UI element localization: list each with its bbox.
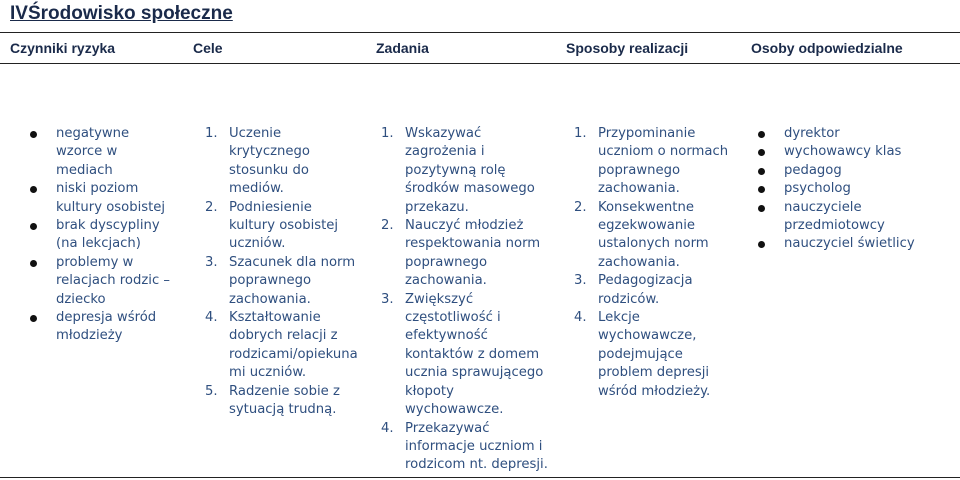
cell-osoby-odpowiedzialne [741,64,960,478]
list-item [758,162,952,180]
list-item-text: dyrektor [784,126,840,141]
list-item-number: 5. [205,383,218,399]
list-item-text: Lekcje wychowawcze, podejmujące problem depresji wśród młodzieży. [598,310,711,399]
list-item-text: negatywne wzorce w mediach [56,126,130,178]
list-item-text: Konsekwentne egzekwowanie ustalonych norm zachowania. [598,199,709,270]
list-item [574,125,733,199]
cell-czynniki-ryzyka [0,64,183,478]
list-item-text: depresja wśród młodzieży [56,310,157,344]
list-item [205,125,358,199]
list-item-text: brak dyscypliny (na lekcjach) [56,218,160,252]
plan-table [0,32,960,478]
list-item-number: 4. [574,310,587,326]
list-item-text: Wskazywać zagrożenia i pozytywną rolę środków masowego przekazu. [405,126,535,215]
list-item [574,272,733,309]
list-item [574,309,733,401]
list-item-text: Uczenie krytycznego stosunku do mediów. [229,126,310,197]
list-item [381,291,548,420]
list-item-number: 2. [574,199,587,215]
list-item [758,199,952,236]
table-header-row [0,33,960,64]
table-row [0,64,960,478]
cell-cele [183,64,366,478]
list-item-number: 4. [381,420,394,436]
bullet-icon [30,315,37,322]
bullet-icon [30,186,37,193]
list-item [574,199,733,273]
bullet-icon [758,131,765,138]
list-item [205,383,358,420]
list-item [30,309,175,346]
bullet-icon [758,149,765,156]
list-item-text: nauczyciel świetlicy [784,236,915,252]
risk-factors-list [30,125,175,346]
bullet-icon [758,168,765,175]
list-item-text: Nauczyć młodzież respektowania norm poprawnego zachowania. [405,218,541,289]
list-item-text: pedagog [784,162,842,178]
list-item-number: 3. [205,254,218,270]
cell-zadania [366,64,556,478]
list-item-text: Kształtowanie dobrych relacji z rodzicami/opiekuna mi uczniów. [229,310,358,381]
list-item-text: psycholog [784,181,851,197]
list-item [30,254,175,309]
list-item-text: Szacunek dla norm poprawnego zachowania. [229,254,356,307]
list-item-number: 3. [381,291,394,307]
list-item [381,420,548,475]
bullet-icon [30,223,37,230]
list-item [758,143,952,161]
bullet-icon [758,205,765,212]
list-item [30,180,175,217]
list-item-number: 1. [381,126,394,141]
responsible-persons-list [758,125,952,254]
list-item [381,125,548,217]
list-item-number: 3. [574,273,587,289]
list-item-text: Pedagogizacja rodziców. [598,273,693,307]
header-sposoby-realizacji: Sposoby realizacji [556,33,741,64]
bullet-icon [758,241,765,248]
tasks-list [381,125,548,475]
list-item [205,199,358,254]
cell-sposoby-realizacji [556,64,741,478]
list-item-number: 2. [381,218,394,234]
list-item-text: Zwiększyć częstotliwość i efektywność kontaktów z domem ucznia sprawującego kłopoty wychowawcze. [405,291,544,418]
list-item [30,125,175,180]
list-item-text: Przypominanie uczniom o normach poprawnego zachowania. [598,126,729,197]
methods-list [574,125,733,401]
list-item-text: Przekazywać informacje uczniom i rodzicom nt. depresji. [405,420,548,473]
header-cele: Cele [183,33,366,64]
list-item-number: 1. [574,126,587,141]
goals-list [205,125,358,420]
list-item-number: 2. [205,199,218,215]
list-item [381,217,548,291]
bullet-icon [758,186,765,193]
list-item-text: problemy w relacjach rodzic – dziecko [56,254,170,307]
list-item-text: Podniesienie kultury osobistej uczniów. [229,199,339,252]
list-item [30,217,175,254]
header-czynniki-ryzyka: Czynniki ryzyka [0,33,183,64]
header-osoby-odpowiedzialne: Osoby odpowiedzialne [741,33,960,64]
list-item [758,180,952,198]
bullet-icon [30,131,37,138]
list-item [205,254,358,309]
list-item-text: wychowawcy klas [784,144,902,160]
list-item-text: Radzenie sobie z sytuacją trudną. [229,383,340,418]
list-item-text: niski poziom kultury osobistej [56,181,166,215]
list-item [758,235,952,253]
bullet-icon [30,260,37,267]
list-item-text: nauczyciele przedmiotowcy [784,199,885,234]
list-item [205,309,358,383]
list-item-number: 4. [205,310,218,326]
page-title: IVŚrodowisko społeczne [10,3,233,24]
list-item [758,125,952,143]
list-item-number: 1. [205,126,218,141]
header-zadania: Zadania [366,33,556,64]
